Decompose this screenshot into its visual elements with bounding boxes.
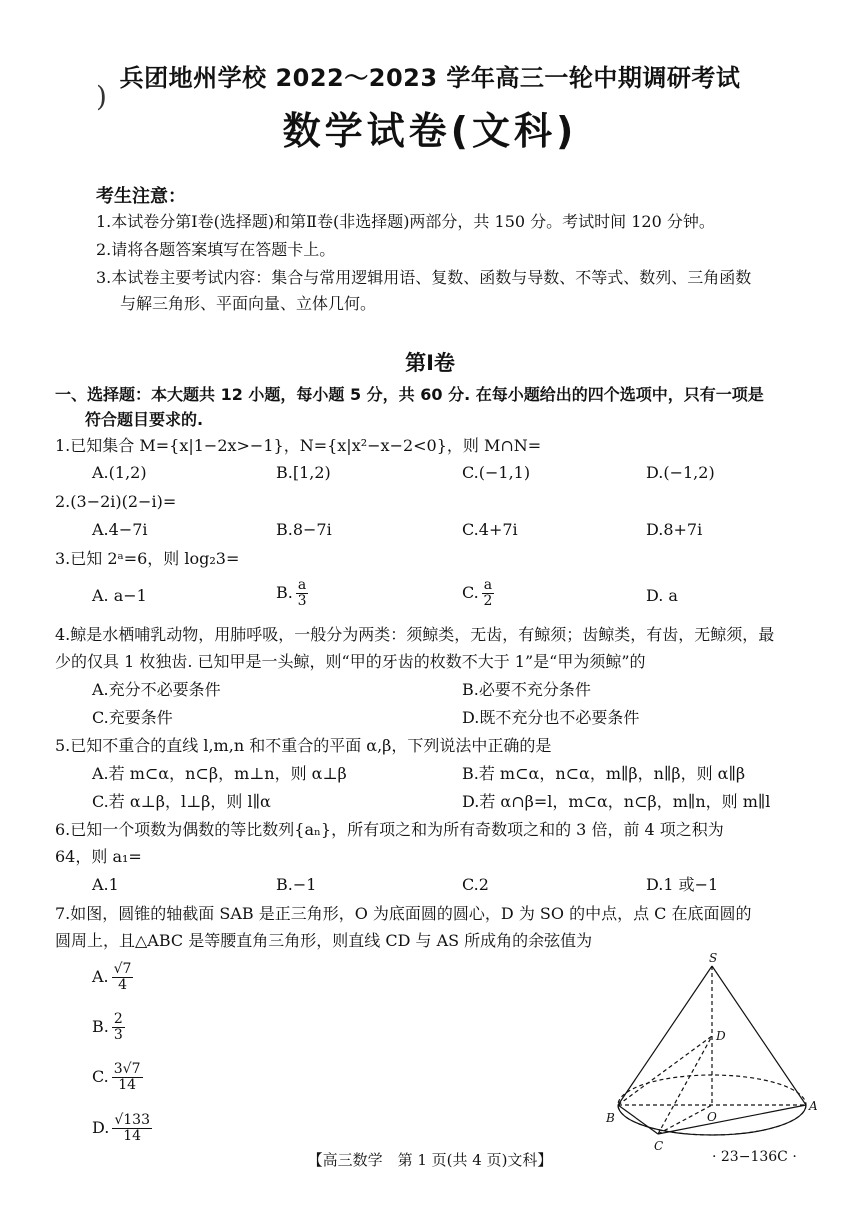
margin-mark: ): [96, 80, 107, 113]
part-line-2: 符合题目要求的.: [85, 410, 204, 429]
part-instructions: [55, 382, 815, 432]
label-a: A: [809, 1099, 818, 1113]
q6-option-d: D.1 或−1: [646, 875, 719, 894]
fraction-numerator: a: [483, 577, 493, 593]
edge-sa: [712, 966, 806, 1105]
q2-option-c: C.4+7i: [462, 520, 518, 539]
chord-bc: [618, 1105, 658, 1134]
q3-option-c: [462, 578, 494, 609]
q2-option-d: D.8+7i: [646, 520, 703, 539]
label-s: S: [709, 951, 718, 965]
notice-heading: 考生注意：: [96, 186, 186, 207]
q3-option-c-fraction: [482, 578, 494, 609]
notice-item-3-cont: 与解三角形、平面向量、立体几何。: [120, 294, 377, 313]
q4-option-b: B.必要不充分条件: [462, 680, 591, 699]
chord-ca: [658, 1105, 806, 1134]
q3-option-d: D. a: [646, 586, 678, 605]
q1-option-b: B.[1,2): [276, 463, 331, 482]
q1-option-c: C.(−1,1): [462, 463, 531, 482]
q5-option-d: D.若 α∩β=l，m⊂α，n⊂β，m∥n，则 m∥l: [462, 792, 771, 811]
label-c: C: [654, 1139, 664, 1153]
q3-option-b-fraction: [296, 578, 308, 609]
part-line-1: 一、选择题：本大题共 12 小题，每小题 5 分，共 60 分. 在每小题给出的四个选项中，只有一项是: [55, 385, 764, 404]
q5-option-a: A.若 m⊂α，n⊂β，m⊥n，则 α⊥β: [92, 764, 347, 783]
fraction-numerator: 3√7: [113, 1061, 141, 1077]
q7-option-a: [92, 962, 133, 993]
q7-option-c: [92, 1062, 143, 1093]
question-6-line-2: 64，则 a₁=: [55, 847, 142, 866]
q4-option-a: A.充分不必要条件: [92, 680, 221, 699]
question-7-line-1: 7.如图，圆锥的轴截面 SAB 是正三角形，O 为底面圆的圆心，D 为 SO 的中点，点 C 在底面圆的: [55, 904, 752, 923]
q1-option-a: A.(1,2): [92, 463, 147, 482]
question-4-line-2: 少的仅具 1 枚独齿. 已知甲是一头鲸，则“甲的牙齿的枚数不大于 1”是“甲为须鲸”的: [55, 652, 646, 671]
question-2-stem: 2.(3−2i)(2−i)=: [55, 492, 177, 511]
q4-option-c: C.充要条件: [92, 708, 173, 727]
q7-option-a-label: A.: [92, 967, 109, 986]
fraction-denominator: 2: [483, 593, 493, 609]
q7-option-d-label: D.: [92, 1118, 110, 1137]
q5-option-b: B.若 m⊂α，n⊂α，m∥β，n∥β，则 α∥β: [462, 764, 746, 783]
q5-option-c: C.若 α⊥β，l⊥β，则 l∥α: [92, 792, 271, 811]
q3-option-c-label: C.: [462, 583, 479, 602]
label-o: O: [707, 1110, 717, 1124]
q6-option-c: C.2: [462, 875, 489, 894]
question-7-line-2: 圆周上，且△ABC 是等腰直角三角形，则直线 CD 与 AS 所成角的余弦值为: [55, 931, 593, 950]
fraction-denominator: 14: [123, 1128, 142, 1144]
q7-option-d-fraction: [112, 1113, 152, 1144]
page-footer: 【高三数学 第 1 页(共 4 页)文科】: [307, 1151, 553, 1169]
question-1-stem: 1.已知集合 M={x|1−2x>−1}，N={x|x²−x−2<0}，则 M∩N=: [55, 436, 542, 455]
q2-option-b: B.8−7i: [276, 520, 332, 539]
notice-item-1: 1.本试卷分第Ⅰ卷(选择题)和第Ⅱ卷(非选择题)两部分，共 150 分。考试时间 120 分钟。: [96, 212, 715, 231]
fraction-numerator: a: [297, 577, 307, 593]
q7-option-d: [92, 1113, 152, 1144]
q7-option-c-fraction: [112, 1062, 143, 1093]
fraction-denominator: 14: [118, 1077, 137, 1093]
question-6-line-1: 6.已知一个项数为偶数的等比数列{aₙ}，所有项之和为所有奇数项之和的 3 倍，前 4 项之积为: [55, 820, 724, 839]
paper-title: 数学试卷(文科): [282, 109, 578, 153]
exam-title: 兵团地州学校 2022～2023 学年高三一轮中期调研考试: [119, 64, 741, 92]
fraction-numerator: 2: [113, 1011, 123, 1027]
fraction-numerator: √133: [114, 1112, 150, 1128]
q6-option-a: A.1: [92, 875, 119, 894]
q3-option-a: A. a−1: [92, 586, 147, 605]
cone-figure: [596, 950, 816, 1160]
fraction-numerator: √7: [113, 961, 132, 977]
fraction-denominator: 3: [113, 1027, 123, 1043]
label-d: D: [716, 1029, 726, 1043]
notice-item-2: 2.请将各题答案填写在答题卡上。: [96, 240, 336, 259]
q7-option-a-fraction: [112, 962, 134, 993]
edge-sb: [618, 966, 712, 1105]
fraction-denominator: 3: [297, 593, 307, 609]
section-title: 第Ⅰ卷: [405, 351, 455, 375]
question-5-stem: 5.已知不重合的直线 l,m,n 和不重合的平面 α,β，下列说法中正确的是: [55, 736, 552, 755]
q7-option-c-label: C.: [92, 1067, 109, 1086]
q1-option-d: D.(−1,2): [646, 463, 715, 482]
label-b: B: [606, 1111, 615, 1125]
q3-option-b: [276, 578, 308, 609]
q4-option-d: D.既不充分也不必要条件: [462, 708, 640, 727]
q7-option-b-fraction: [112, 1012, 125, 1043]
paper-code: · 23−136C ·: [712, 1149, 797, 1165]
question-3-stem: 3.已知 2ᵃ=6，则 log₂3=: [55, 549, 240, 568]
q7-option-b-label: B.: [92, 1017, 109, 1036]
question-4-line-1: 4.鲸是水栖哺乳动物，用肺呼吸，一般分为两类：须鲸类，无齿，有鲸须；齿鲸类，有齿，无鲸须，最: [55, 625, 775, 644]
q2-option-a: A.4−7i: [92, 520, 148, 539]
q7-option-b: [92, 1012, 125, 1043]
notice-item-3: 3.本试卷主要考试内容：集合与常用逻辑用语、复数、函数与导数、不等式、数列、三角函数: [96, 268, 752, 287]
q3-option-b-label: B.: [276, 583, 293, 602]
segment-bd: [618, 1036, 712, 1105]
fraction-denominator: 4: [118, 977, 128, 993]
q6-option-b: B.−1: [276, 875, 317, 894]
